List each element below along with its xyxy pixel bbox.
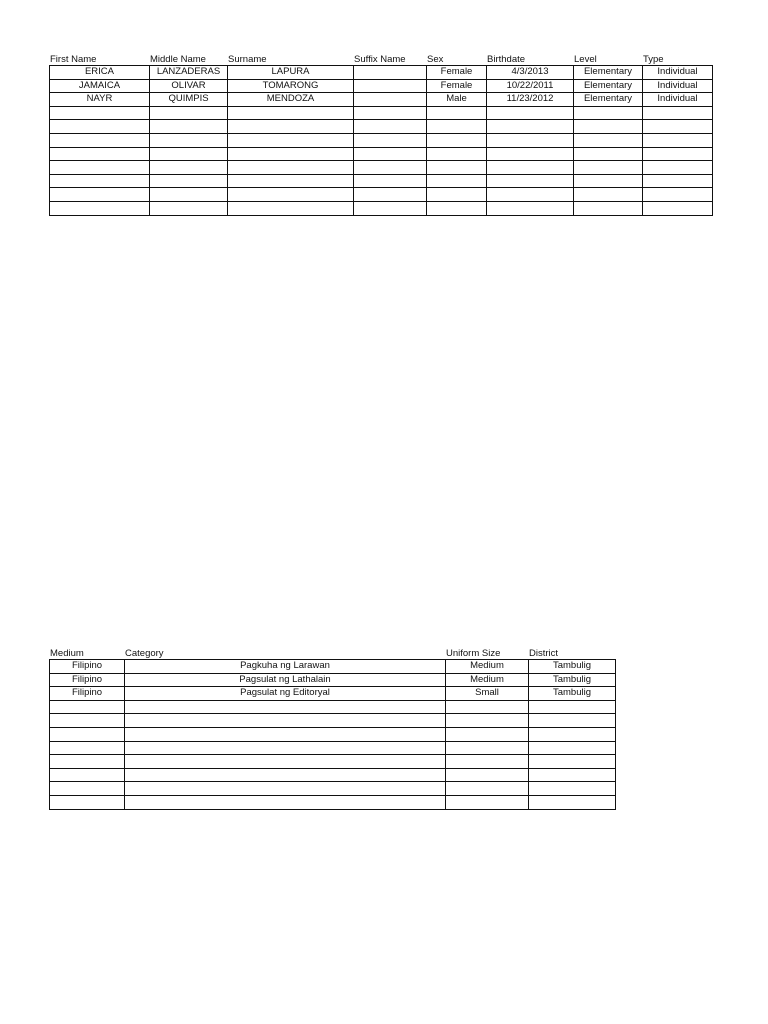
cell-surname[interactable] [228,147,354,161]
header-uniform-size: Uniform Size [446,648,501,659]
entries-header-row [49,646,616,659]
cell-middle-name[interactable] [150,147,228,161]
cell-type[interactable] [643,120,713,134]
header-middle-name: Middle Name [150,54,206,65]
cell-surname[interactable]: LAPURA [228,66,354,80]
cell-birthdate[interactable] [487,106,574,120]
cell-middle-name[interactable] [150,106,228,120]
cell-suffix-name[interactable] [354,201,427,215]
table-row [50,782,616,796]
cell-first-name[interactable] [50,174,150,188]
cell-suffix-name[interactable] [354,133,427,147]
cell-level[interactable] [574,161,643,175]
cell-district[interactable] [529,768,616,782]
header-level: Level [574,54,597,65]
table-row [50,714,616,728]
cell-uniform-size[interactable]: Small [446,687,529,701]
table-row [50,161,713,175]
table-row [50,673,616,687]
cell-sex[interactable]: Female [427,66,487,80]
cell-district[interactable] [529,755,616,769]
cell-surname[interactable]: MENDOZA [228,93,354,107]
table-row [50,201,713,215]
cell-first-name[interactable]: JAMAICA [50,79,150,93]
entries-table-block [49,646,616,810]
cell-middle-name[interactable]: OLIVAR [150,79,228,93]
cell-suffix-name[interactable] [354,106,427,120]
cell-type[interactable] [643,201,713,215]
cell-type[interactable] [643,147,713,161]
cell-category[interactable]: Pagsulat ng Editoryal [125,687,446,701]
cell-category[interactable]: Pagkuha ng Larawan [125,660,446,674]
cell-sex[interactable] [427,120,487,134]
table-row [50,133,713,147]
header-type: Type [643,54,664,65]
cell-middle-name[interactable] [150,133,228,147]
cell-sex[interactable] [427,133,487,147]
cell-district[interactable] [529,700,616,714]
cell-level[interactable] [574,133,643,147]
cell-type[interactable]: Individual [643,93,713,107]
cell-suffix-name[interactable] [354,120,427,134]
cell-middle-name[interactable] [150,161,228,175]
cell-uniform-size[interactable] [446,755,529,769]
cell-birthdate[interactable] [487,133,574,147]
cell-birthdate[interactable] [487,120,574,134]
table-row [50,79,713,93]
cell-middle-name[interactable] [150,174,228,188]
cell-surname[interactable] [228,133,354,147]
cell-level[interactable] [574,174,643,188]
cell-uniform-size[interactable] [446,741,529,755]
table-row [50,106,713,120]
header-birthdate: Birthdate [487,54,526,65]
cell-middle-name[interactable] [150,201,228,215]
table-row [50,660,616,674]
cell-sex[interactable] [427,174,487,188]
cell-medium[interactable]: Filipino [50,673,125,687]
cell-suffix-name[interactable] [354,174,427,188]
cell-uniform-size[interactable]: Medium [446,660,529,674]
cell-sex[interactable]: Female [427,79,487,93]
cell-medium[interactable] [50,755,125,769]
table-row [50,741,616,755]
cell-type[interactable] [643,133,713,147]
cell-type[interactable]: Individual [643,79,713,93]
cell-category[interactable] [125,714,446,728]
cell-level[interactable]: Elementary [574,66,643,80]
cell-level[interactable]: Elementary [574,79,643,93]
cell-middle-name[interactable] [150,120,228,134]
cell-middle-name[interactable]: LANZADERAS [150,66,228,80]
cell-level[interactable] [574,201,643,215]
cell-type[interactable] [643,161,713,175]
table-row [50,795,616,809]
cell-district[interactable]: Tambulig [529,660,616,674]
cell-uniform-size[interactable] [446,795,529,809]
cell-suffix-name[interactable] [354,161,427,175]
cell-type[interactable] [643,174,713,188]
cell-medium[interactable]: Filipino [50,660,125,674]
cell-sex[interactable] [427,147,487,161]
cell-first-name[interactable] [50,147,150,161]
cell-sex[interactable] [427,188,487,202]
header-district: District [529,648,559,659]
cell-category[interactable] [125,727,446,741]
cell-uniform-size[interactable]: Medium [446,673,529,687]
table-row [50,147,713,161]
cell-category[interactable] [125,795,446,809]
header-sex: Sex [427,54,444,65]
header-surname: Surname [228,54,267,65]
cell-type[interactable] [643,188,713,202]
cell-district[interactable]: Tambulig [529,673,616,687]
cell-medium[interactable] [50,727,125,741]
cell-district[interactable] [529,795,616,809]
cell-first-name[interactable] [50,188,150,202]
cell-level[interactable] [574,147,643,161]
cell-sex[interactable] [427,106,487,120]
students-table [49,65,713,216]
cell-birthdate[interactable] [487,161,574,175]
cell-first-name[interactable] [50,161,150,175]
cell-category[interactable]: Pagsulat ng Lathalain [125,673,446,687]
cell-district[interactable] [529,714,616,728]
cell-first-name[interactable] [50,106,150,120]
cell-medium[interactable] [50,768,125,782]
cell-uniform-size[interactable] [446,727,529,741]
cell-suffix-name[interactable] [354,93,427,107]
cell-birthdate[interactable] [487,188,574,202]
cell-type[interactable] [643,106,713,120]
cell-birthdate[interactable]: 4/3/2013 [487,66,574,80]
cell-medium[interactable] [50,782,125,796]
table-row [50,93,713,107]
cell-category[interactable] [125,768,446,782]
cell-district[interactable]: Tambulig [529,687,616,701]
header-medium: Medium [50,648,84,659]
cell-category[interactable] [125,755,446,769]
cell-suffix-name[interactable] [354,79,427,93]
cell-birthdate[interactable]: 11/23/2012 [487,93,574,107]
cell-first-name[interactable]: ERICA [50,66,150,80]
table-row [50,66,713,80]
cell-uniform-size[interactable] [446,768,529,782]
cell-medium[interactable]: Filipino [50,687,125,701]
cell-uniform-size[interactable] [446,714,529,728]
cell-surname[interactable] [228,201,354,215]
cell-medium[interactable] [50,795,125,809]
cell-category[interactable] [125,700,446,714]
cell-uniform-size[interactable] [446,700,529,714]
cell-medium[interactable] [50,714,125,728]
table-row [50,700,616,714]
cell-surname[interactable]: TOMARONG [228,79,354,93]
students-table-block [49,52,713,216]
students-header-row [49,52,713,65]
cell-surname[interactable] [228,161,354,175]
cell-middle-name[interactable] [150,188,228,202]
cell-level[interactable] [574,120,643,134]
table-row [50,120,713,134]
cell-birthdate[interactable] [487,147,574,161]
cell-birthdate[interactable] [487,201,574,215]
table-row [50,727,616,741]
cell-category[interactable] [125,782,446,796]
cell-first-name[interactable] [50,120,150,134]
cell-surname[interactable] [228,120,354,134]
table-row [50,687,616,701]
cell-suffix-name[interactable] [354,188,427,202]
cell-suffix-name[interactable] [354,147,427,161]
cell-level[interactable] [574,106,643,120]
cell-sex[interactable] [427,201,487,215]
cell-sex[interactable]: Male [427,93,487,107]
cell-sex[interactable] [427,161,487,175]
cell-suffix-name[interactable] [354,66,427,80]
cell-surname[interactable] [228,188,354,202]
cell-middle-name[interactable]: QUIMPIS [150,93,228,107]
cell-first-name[interactable]: NAYR [50,93,150,107]
cell-level[interactable] [574,188,643,202]
cell-district[interactable] [529,727,616,741]
cell-first-name[interactable] [50,201,150,215]
cell-category[interactable] [125,741,446,755]
cell-type[interactable]: Individual [643,66,713,80]
table-row [50,188,713,202]
cell-first-name[interactable] [50,133,150,147]
cell-district[interactable] [529,782,616,796]
header-suffix-name: Suffix Name [354,54,406,65]
cell-medium[interactable] [50,700,125,714]
cell-birthdate[interactable] [487,174,574,188]
table-row [50,174,713,188]
cell-district[interactable] [529,741,616,755]
cell-medium[interactable] [50,741,125,755]
cell-birthdate[interactable]: 10/22/2011 [487,79,574,93]
cell-uniform-size[interactable] [446,782,529,796]
header-category: Category [125,648,164,659]
table-row [50,755,616,769]
table-row [50,768,616,782]
header-first-name: First Name [50,54,97,65]
entries-table [49,659,616,810]
cell-surname[interactable] [228,174,354,188]
cell-level[interactable]: Elementary [574,93,643,107]
cell-surname[interactable] [228,106,354,120]
